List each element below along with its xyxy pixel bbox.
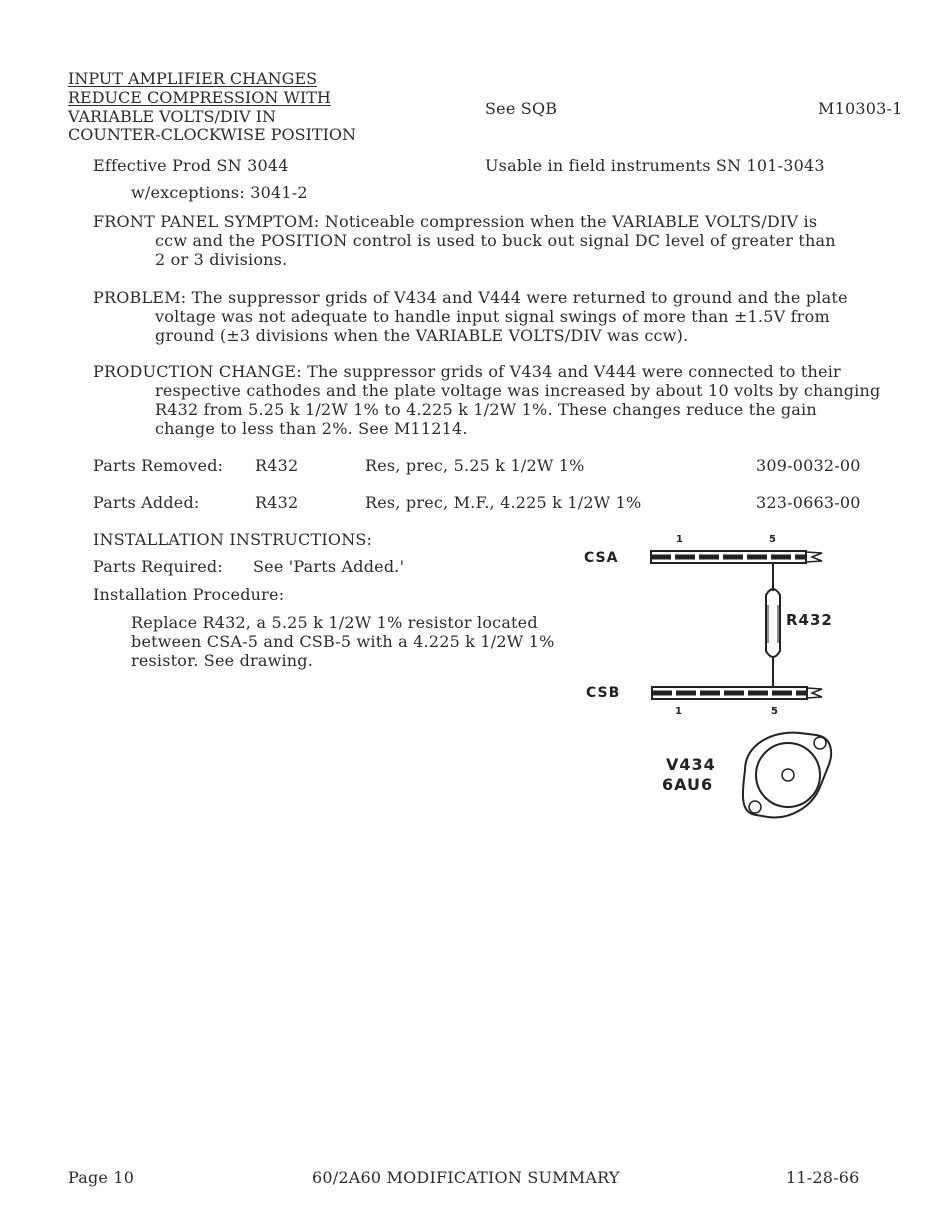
csa-pin-5-label: 5: [769, 534, 776, 545]
installation-heading: INSTALLATION INSTRUCTIONS:: [93, 530, 373, 549]
problem-line: voltage was not adequate to handle input signal swings of more than ±1.5V from: [155, 307, 830, 326]
procedure-line: Replace R432, a 5.25 k 1/2W 1% resistor located: [131, 613, 538, 632]
production-change-lead: PRODUCTION CHANGE: The suppressor grids of V434 and V444 were connected to their: [93, 362, 841, 381]
parts-removed-ref: R432: [255, 456, 299, 475]
title-line-4: COUNTER-CLOCKWISE POSITION: [68, 125, 357, 144]
parts-added-label: Parts Added:: [93, 493, 200, 512]
parts-required-value: See 'Parts Added.': [253, 557, 405, 576]
footer-page: Page 10: [68, 1168, 135, 1187]
csa-terminal-strip: [651, 551, 822, 563]
tube-socket-v434: [743, 733, 831, 818]
procedure-label: Installation Procedure:: [93, 585, 285, 604]
symptom-line: ccw and the POSITION control is used to buck out signal DC level of greater than: [155, 231, 836, 250]
parts-required-label: Parts Required:: [93, 557, 223, 576]
effective-serial: Effective Prod SN 3044: [93, 156, 289, 175]
parts-removed-label: Parts Removed:: [93, 456, 224, 475]
tube-ref-label: V434: [666, 755, 716, 774]
problem-lead: PROBLEM: The suppressor grids of V434 and V444 were returned to ground and the plate: [93, 288, 848, 307]
parts-added-description: Res, prec, M.F., 4.225 k 1/2W 1%: [365, 493, 642, 512]
installation-drawing: [570, 525, 870, 825]
csb-terminal-strip: [652, 687, 822, 699]
footer-document: 60/2A60 MODIFICATION SUMMARY: [312, 1168, 620, 1187]
title-line-1: INPUT AMPLIFIER CHANGES: [68, 69, 318, 88]
csa-pin-1-label: 1: [676, 534, 683, 545]
r432-label: R432: [786, 611, 833, 629]
csb-pin-5-label: 5: [771, 706, 778, 717]
procedure-line: between CSA-5 and CSB-5 with a 4.225 k 1/2W 1%: [131, 632, 555, 651]
production-change-line: change to less than 2%. See M11214.: [155, 419, 468, 438]
problem-paragraph: [93, 288, 848, 345]
symptom-line: 2 or 3 divisions.: [155, 250, 288, 269]
production-change-paragraph: [93, 362, 880, 438]
usable-serial: Usable in field instruments SN 101-3043: [485, 156, 825, 175]
footer-date: 11-28-66: [786, 1168, 860, 1187]
csb-label: CSB: [586, 685, 621, 701]
symptom-lead: FRONT PANEL SYMPTOM: Noticeable compression when the VARIABLE VOLTS/DIV is: [93, 212, 818, 231]
title-line-2: REDUCE COMPRESSION WITH: [68, 88, 331, 107]
tube-type-label: 6AU6: [662, 775, 714, 794]
csa-label: CSA: [584, 550, 619, 566]
production-change-line: respective cathodes and the plate voltage was increased by about 10 volts by changing: [155, 381, 881, 400]
parts-added-ref: R432: [255, 493, 299, 512]
title-line-3: VARIABLE VOLTS/DIV IN: [68, 107, 276, 126]
procedure-line: resistor. See drawing.: [131, 651, 314, 670]
symptom-paragraph: [93, 212, 836, 269]
exceptions: w/exceptions: 3041-2: [131, 183, 308, 202]
parts-removed-description: Res, prec, 5.25 k 1/2W 1%: [365, 456, 585, 475]
r432-resistor: [766, 563, 780, 687]
production-change-line: R432 from 5.25 k 1/2W 1% to 4.225 k 1/2W 1%. These changes reduce the gain: [155, 400, 817, 419]
parts-added-part-number: 323-0663-00: [756, 493, 861, 512]
mod-number: M10303-1: [818, 99, 903, 118]
procedure-text: [131, 613, 555, 670]
problem-line: ground (±3 divisions when the VARIABLE VOLTS/DIV was ccw).: [155, 326, 689, 345]
csb-pin-1-label: 1: [675, 706, 682, 717]
reference-note: See SQB: [485, 99, 558, 118]
parts-removed-part-number: 309-0032-00: [756, 456, 861, 475]
